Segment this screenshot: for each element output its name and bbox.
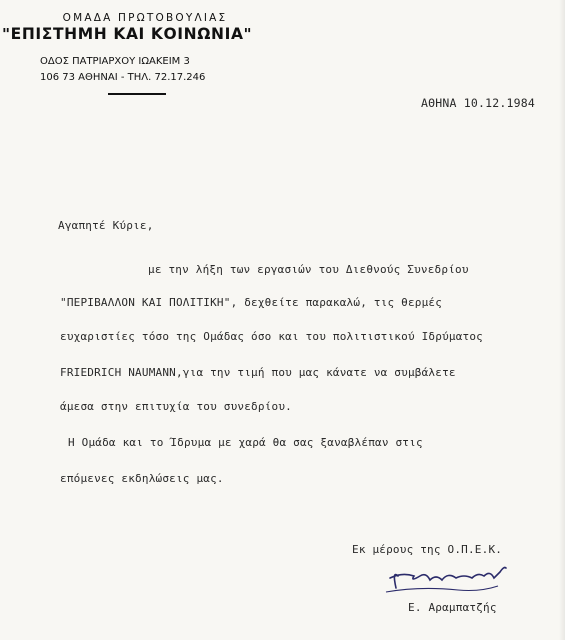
body-line: Η Ομάδα και το Ίδρυμα με χαρά θα σας ξαναβλέπαν στις bbox=[68, 436, 423, 449]
address-street: ΟΔΟΣ ΠΑΤΡΙΑΡΧΟΥ ΙΩΑΚΕΙΜ 3 bbox=[40, 56, 190, 67]
address-city-phone: 106 73 ΑΘΗΝΑΙ - ΤΗΛ. 72.17.246 bbox=[40, 72, 206, 83]
body-line: FRIEDRICH NAUMANN,για την τιμή που μας κάνατε να συμβάλετε bbox=[60, 366, 456, 379]
organization-subtitle: ΟΜΑΔΑ ΠΡΩΤΟΒΟΥΛΙΑΣ bbox=[62, 12, 228, 24]
signatory-name: Ε. Αραμπατζής bbox=[408, 601, 497, 614]
body-line: επόμενες εκδηλώσεις μας. bbox=[60, 472, 224, 485]
page-edge-shadow bbox=[559, 0, 565, 640]
body-line: με την λήξη των εργασιών του Διεθνούς Συνεδρίου bbox=[148, 263, 469, 276]
closing-line: Εκ μέρους της Ο.Π.Ε.Κ. bbox=[352, 543, 503, 556]
handwritten-signature bbox=[380, 562, 520, 598]
header-rule bbox=[108, 93, 166, 95]
organization-name: "ΕΠΙΣΤΗΜΗ ΚΑΙ ΚΟΙΝΩΝΙΑ" bbox=[2, 25, 253, 43]
body-line: άμεσα στην επιτυχία του συνεδρίου. bbox=[60, 400, 292, 413]
body-line: "ΠΕΡΙΒΑΛΛΟΝ ΚΑΙ ΠΟΛΙΤΙΚΗ", δεχθείτε παρακαλώ, τις θερμές bbox=[60, 296, 443, 309]
salutation: Αγαπητέ Κύριε, bbox=[58, 219, 154, 232]
date-line: ΑΘΗΝΑ 10.12.1984 bbox=[421, 96, 535, 110]
body-line: ευχαριστίες τόσο της Ομάδας όσο και του πολιτιστικού Ιδρύματος bbox=[60, 330, 483, 343]
